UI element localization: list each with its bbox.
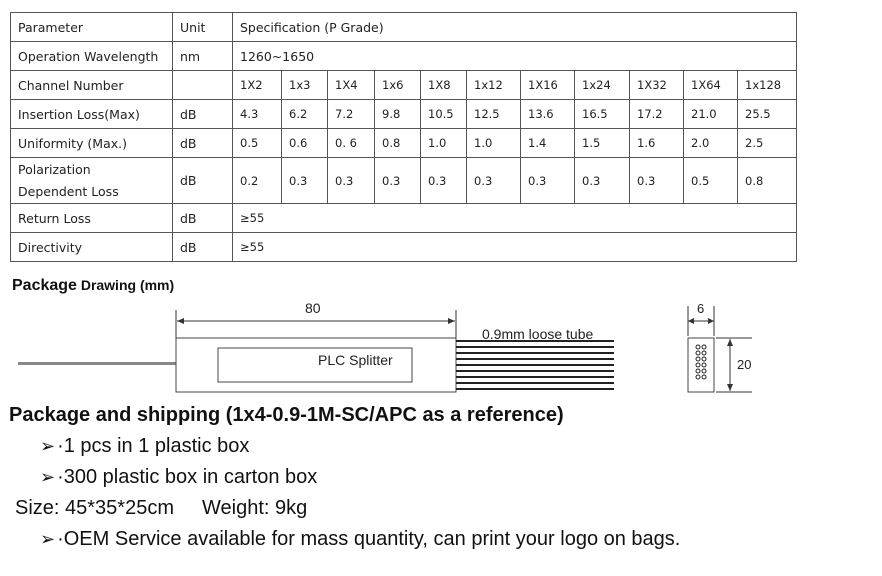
value-cell: 2.0 [684, 129, 738, 158]
channel-cell: 1x6 [375, 71, 421, 100]
width-arrow-left [688, 318, 694, 324]
table-row-uniformity [11, 129, 797, 158]
value-cell: 13.6 [521, 100, 575, 129]
row-label-line1: Polarization [18, 161, 91, 177]
value-cell: 0.3 [375, 158, 421, 204]
end-view-box [688, 338, 714, 392]
table-row-directivity [11, 233, 797, 262]
package-drawing [0, 296, 882, 400]
channel-cell: 1x3 [282, 71, 328, 100]
width-arrow-right [708, 318, 714, 324]
value-cell: 0.3 [421, 158, 467, 204]
table-row-wavelength [11, 42, 797, 71]
value-cell: 0.3 [630, 158, 684, 204]
row-label-line2: Dependent Loss [18, 183, 119, 199]
shipping-item-3 [40, 528, 680, 551]
row-unit: dB [173, 129, 233, 158]
table-row-header [11, 13, 797, 42]
value-cell: 25.5 [738, 100, 797, 129]
shipping-item-text: ·300 plastic box in carton box [57, 466, 318, 488]
row-unit: dB [173, 204, 233, 233]
shipping-item-text: ·OEM Service available for mass quantity, can print your logo on bags. [57, 528, 681, 550]
channel-cell: 1X32 [630, 71, 684, 100]
tube-label: 0.9mm loose tube [482, 326, 594, 342]
row-label: Uniformity (Max.) [11, 129, 173, 158]
arrow-bullet-icon: ➢ [40, 529, 56, 549]
channel-cell: 1x12 [467, 71, 521, 100]
value-cell: 0. 6 [328, 129, 375, 158]
row-label: Return Loss [11, 204, 173, 233]
channel-cell: 1X16 [521, 71, 575, 100]
row-value: ≥55 [233, 204, 797, 233]
value-cell: 1.6 [630, 129, 684, 158]
drawing-heading [12, 277, 174, 295]
value-cell: 1.5 [575, 129, 630, 158]
drawing-heading-sub: Drawing (mm) [76, 277, 175, 293]
header-parameter: Parameter [11, 13, 173, 42]
shipping-item-2 [40, 466, 317, 489]
value-cell: 6.2 [282, 100, 328, 129]
output-tubes [456, 341, 614, 389]
width-label: 6 [697, 301, 705, 316]
value-cell: 0.5 [684, 158, 738, 204]
table-row-return-loss [11, 204, 797, 233]
value-cell: 10.5 [421, 100, 467, 129]
height-arrow-bottom [727, 384, 733, 391]
channel-cell: 1x24 [575, 71, 630, 100]
channel-cell: 1X4 [328, 71, 375, 100]
value-cell: 0.3 [328, 158, 375, 204]
shipping-title: Package and shipping (1x4-0.9-1M-SC/APC as a reference) [9, 404, 564, 426]
drawing-heading-main: Package [12, 277, 77, 294]
input-fiber [18, 362, 176, 365]
value-cell: 9.8 [375, 100, 421, 129]
shipping-item-text: ·1 pcs in 1 plastic box [57, 435, 250, 457]
shipping-size-weight [15, 497, 307, 520]
arrow-bullet-icon: ➢ [40, 467, 56, 487]
height-label: 20 [737, 357, 752, 372]
length-label: 80 [305, 300, 321, 316]
row-label: Channel Number [11, 71, 173, 100]
row-unit: dB [173, 158, 233, 204]
header-unit: Unit [173, 13, 233, 42]
row-value: 1260~1650 [233, 42, 797, 71]
value-cell: 7.2 [328, 100, 375, 129]
value-cell: 0.2 [233, 158, 282, 204]
row-unit: dB [173, 233, 233, 262]
row-unit [173, 71, 233, 100]
value-cell: 0.3 [282, 158, 328, 204]
dim-arrow-left [177, 318, 184, 324]
value-cell: 17.2 [630, 100, 684, 129]
channel-cell: 1X64 [684, 71, 738, 100]
value-cell: 16.5 [575, 100, 630, 129]
header-spec: Specification (P Grade) [233, 13, 797, 42]
box-label: PLC Splitter [318, 352, 393, 368]
value-cell: 21.0 [684, 100, 738, 129]
value-cell: 4.3 [233, 100, 282, 129]
value-cell: 12.5 [467, 100, 521, 129]
value-cell: 1.0 [467, 129, 521, 158]
row-label: Directivity [11, 233, 173, 262]
value-cell: 0.6 [282, 129, 328, 158]
value-cell: 0.8 [375, 129, 421, 158]
value-cell: 0.8 [738, 158, 797, 204]
shipping-item-1 [40, 435, 249, 458]
channel-cell: 1X2 [233, 71, 282, 100]
table-row-insertion-loss [11, 100, 797, 129]
row-label: Insertion Loss(Max) [11, 100, 173, 129]
value-cell: 0.3 [521, 158, 575, 204]
value-cell: 2.5 [738, 129, 797, 158]
spec-table [10, 12, 797, 262]
dim-arrow-right [448, 318, 455, 324]
shipping-size: Size: 45*35*25cm [15, 497, 174, 519]
table-row-pdl [11, 158, 797, 204]
channel-cell: 1x128 [738, 71, 797, 100]
value-cell: 0.3 [575, 158, 630, 204]
value-cell: 1.4 [521, 129, 575, 158]
table-row-channel [11, 71, 797, 100]
row-label [11, 158, 173, 204]
height-arrow-top [727, 339, 733, 346]
value-cell: 0.3 [467, 158, 521, 204]
value-cell: 0.5 [233, 129, 282, 158]
row-value: ≥55 [233, 233, 797, 262]
row-unit: dB [173, 100, 233, 129]
row-label: Operation Wavelength [11, 42, 173, 71]
shipping-weight: Weight: 9kg [201, 497, 308, 519]
value-cell: 1.0 [421, 129, 467, 158]
arrow-bullet-icon: ➢ [40, 436, 56, 456]
channel-cell: 1X8 [421, 71, 467, 100]
row-unit: nm [173, 42, 233, 71]
